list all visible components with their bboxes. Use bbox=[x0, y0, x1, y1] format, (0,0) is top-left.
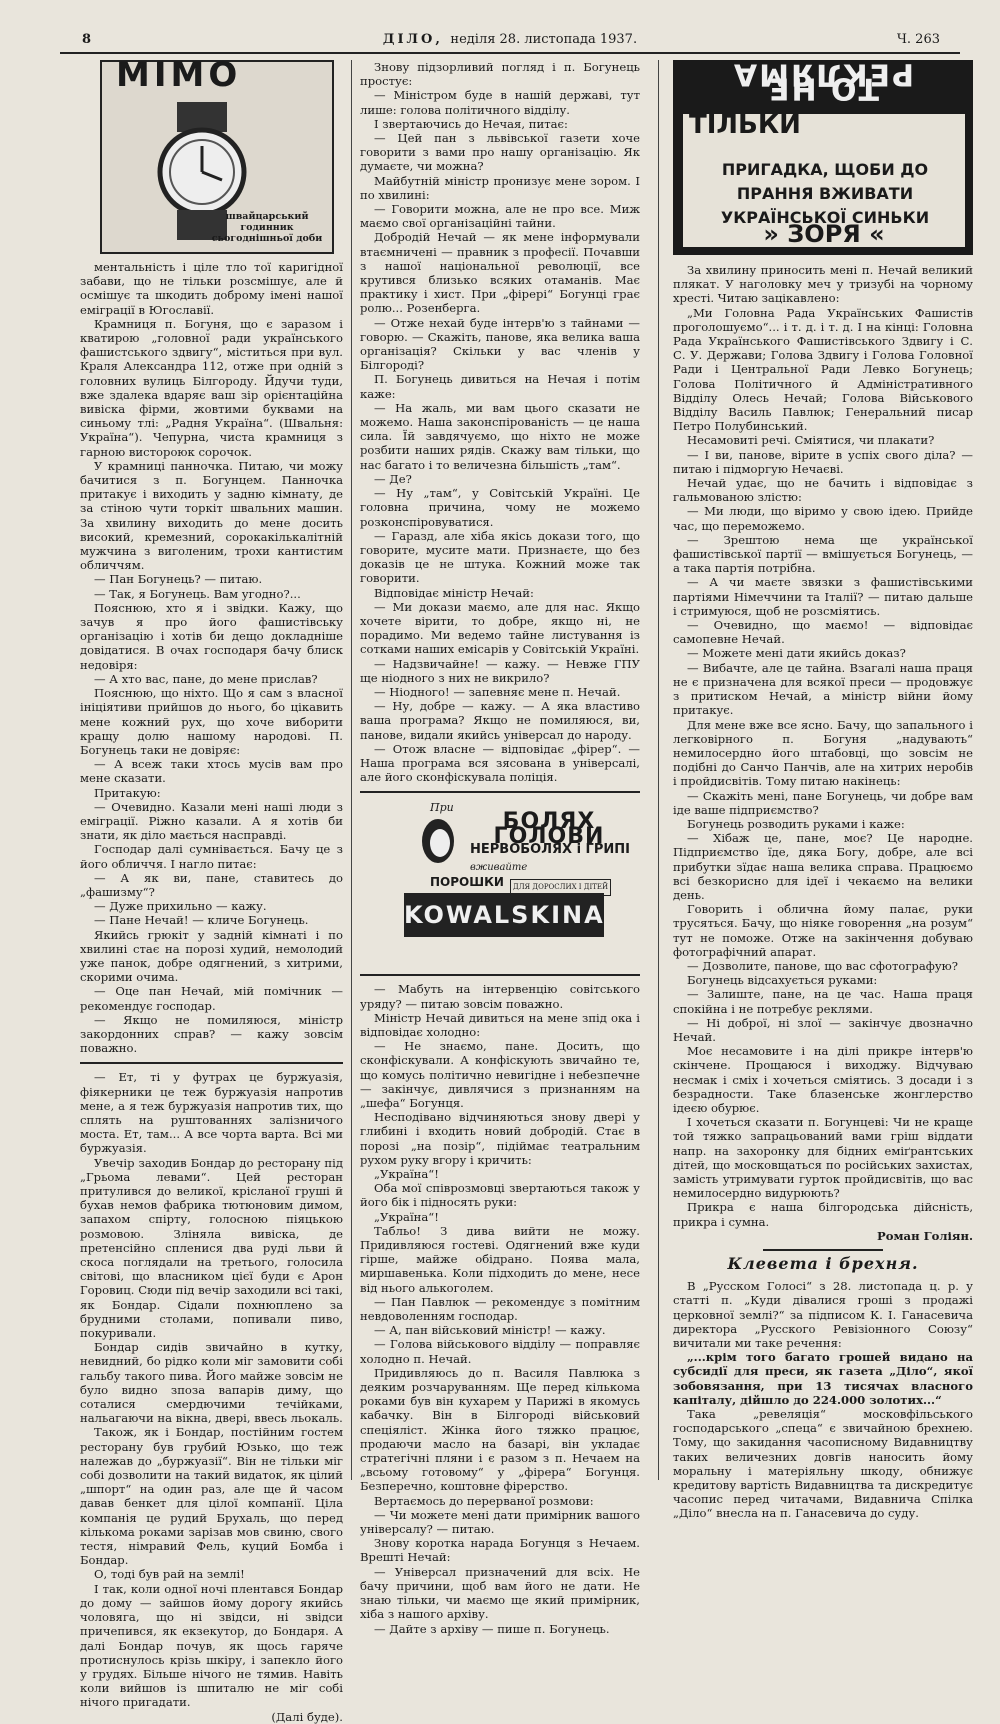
paragraph: — Так, я Богунець. Вам угодно?... bbox=[94, 586, 301, 601]
page-number: 8 bbox=[82, 32, 92, 47]
column-rule bbox=[658, 60, 659, 1480]
section-divider bbox=[80, 1062, 343, 1064]
paragraph: — Дуже прихильно — кажу. bbox=[94, 899, 267, 914]
paragraph: — Скажіть мені, пане Богунець, чи добре вам іде ваше підприємство? bbox=[673, 788, 973, 817]
paragraph: „Україна“! bbox=[374, 1209, 439, 1224]
paragraph: Оба мої співрозмовці звертаються також у його бік і підносять руки: bbox=[360, 1181, 640, 1210]
paragraph: Міністр Нечай дивиться на мене зпід ока і відповідає холодно: bbox=[360, 1010, 640, 1039]
paragraph: — Цей пан з львівської газети хоче говорити з вами про нашу організацію. Як думаєте, чи можна? bbox=[360, 131, 640, 174]
author-signature: Роман Голіян. bbox=[877, 1228, 973, 1243]
to-be-continued: (Далі буде). bbox=[271, 1709, 343, 1724]
paragraph: Придивляюсь до п. Василя Павлюка з деяким розчаруванням. Ще перед кількома роками був він кухарем у Парижі в якомусь кабачку. Він в Білгороді військовий спеціяліст. Жінка його тяжко працює, продаючи масло на базарі, він укладає стратегічні пляни і є разом з п. Нечаем на „всьому готовому“ у „фірера“ Богунця. Безперечно, коштовне фірерство. bbox=[360, 1365, 640, 1494]
face-illustration-icon bbox=[418, 811, 458, 881]
page-header bbox=[60, 30, 960, 54]
column-rule bbox=[351, 60, 352, 1480]
kow-line2: БОЛЯХ ГОЛОВИ bbox=[493, 809, 605, 849]
paragraph: За хвилину приносить мені п. Нечай великий плякат. У наголовку меч у тризубі на чорному хресті. Читаю зацікавлено: bbox=[673, 263, 973, 306]
paragraph: І хочеться сказати п. Богунцеві: Чи не краще той тяжко запрацьований вами гріш віддати напр. на захоронку для бідних еміґрантських дітей, що московщаться по російських захистах, замість утримувати гурток пройдисвітів, що вас немилосердно видурюють? bbox=[673, 1115, 973, 1201]
zorya-text: ПРИГАДКА, ЩОБИ ДО ПРАННЯ ВЖИВАТИ УКРАЇНСЬКОЇ СИНЬКИ bbox=[720, 160, 930, 227]
paragraph: Також, як і Бондар, постійним гостем ресторану був грубий Юзько, що теж належав до „буржуазії“. Він не тільки міг собі дозволити на такий видаток, як цілий „шпорт“ на один раз, але ще й часом давав бенкет для цілої компанії. Ціла компанія це рудий Брухаль, що перед кількома роками зарізав мов свиню, свого тестя, німравий Фель, куций Бомба і Бондар. bbox=[80, 1425, 343, 1568]
paragraph: — Ніодного! — запевняє мене п. Нечай. bbox=[374, 684, 621, 699]
paragraph: І так, коли одної ночі плентався Бондар до дому — зайшов йому дорогу якийсь чоловяга, що ні звідси, ні звідси причепився, як екзекутор, до Бондаря. А далі Бондар почув, як щось гаряче протиснулось крізь шкіру, і запекло його у грудях. Більше нічого не тямив. Навіть коли вийшов із шпиталю не міг собі нічого пригадати. bbox=[80, 1581, 343, 1710]
paragraph: Для мене вже все ясно. Бачу, що запального і легковірного п. Богуня „надувають“ немилосердно його штабовці, що зовсім не подібні до Санчо Панчів, але на хитрих неробів і пройдисвітів. Тому питаю накінець: bbox=[673, 717, 973, 789]
paragraph: Моє несамовите і на ділі прикре інтерв'ю скінчене. Прощаюся і виходжу. Відчуваю несмак і сміх і хочеться сміятись. З досади і з безрадности. Таке блазенське жонглерство ідеєю обурює. bbox=[673, 1044, 973, 1115]
paragraph: Добродій Нечай — як мене інформували втаємничені — правник з професії. Почавши з нашої національної революції, все крутився близько всяких отаманів. Має практику і хист. При „фірері“ Богунці грає ролю... Розенберга. bbox=[360, 230, 640, 316]
paragraph: Майбутній міністр пронизує мене зором. І по хвилині: bbox=[360, 173, 640, 202]
paragraph: — Оце пан Нечай, мій помічник — рекомендує господар. bbox=[80, 984, 343, 1013]
paragraph: — Ні доброї, ні злої — закінчує двозначно Нечай. bbox=[673, 1015, 973, 1044]
paragraph: — На жаль, ми вам цього сказати не можемо. Наша законспірованість — це наша сила. Їй завдячуємо, що ніхто не може розбити наших рядів. Скажу вам тільки, що нас багато і то величезна більшість „там“. bbox=[360, 400, 640, 472]
paragraph: — Залиште, пане, на це час. Наша праця спокійна і не потребує реклями. bbox=[673, 987, 973, 1016]
paragraph: — Пане Нечай! — кличе Богунець. bbox=[94, 913, 309, 928]
paragraph: — Пан Богунець? — питаю. bbox=[94, 572, 263, 587]
paragraph: Богунець розводить руками і каже: bbox=[687, 816, 905, 831]
paragraph: — Хібаж це, пане, моє? Це народне. Підприємство їде, дяка Богу, добре, але всі прибутки зїдає наша велика справа. Працюємо всі безкорисно для ідеї і чекаємо на велики день. bbox=[673, 831, 973, 902]
paragraph: ментальність і ціле тло тої каригідної забави, що не тільки розсмішує, але й осмішує та шкодить доброму імені нашої еміграції в Югославії. bbox=[80, 260, 343, 317]
paragraph: — Універсал призначений для всіх. Не бачу причини, щоб вам його не дати. Не знаю тільки, чи маємо ще який примірник, хіба з нашого архіву. bbox=[360, 1564, 640, 1622]
article-title: Клевета і брехня. bbox=[727, 1254, 919, 1274]
kow-line5: ПОРОШКИ bbox=[430, 875, 504, 890]
paragraph: Господар далі сумнівається. Бачу це з його обличчя. І нагло питає: bbox=[80, 842, 343, 871]
paragraph: Нечай удає, що не бачить і відповідає з гальмованою злістю: bbox=[673, 476, 973, 505]
paragraph: — Можете мені дати якийсь доказ? bbox=[687, 646, 906, 661]
zorya-ad bbox=[673, 56, 973, 255]
zorya-inverted-text: ТО НЕ РЕКЛЯМА bbox=[731, 56, 915, 106]
masthead bbox=[60, 32, 960, 47]
mimo-brand: MIMO bbox=[116, 55, 242, 95]
paragraph: — Ет, ті у футрах це буржуазія, фіякерники це теж буржуазія напротив мене, а я теж буржуазія напротив тих, що сплять на руштованнях залізничого моста. Ет, там... А все чорта варта. Всі ми буржуазія. bbox=[80, 1070, 343, 1156]
paragraph: — Очевидно, що маємо! — відповідає самопевне Нечай. bbox=[673, 618, 973, 647]
paragraph: — Міністром буде в нашій державі, тут лише: голова політичного відділу. bbox=[360, 88, 640, 117]
paragraph: — Голова військового відділу — поправляє холодно п. Нечай. bbox=[360, 1337, 640, 1366]
paragraph: Несподівано відчиняються знову двері у глибині і входить новий добродій. Стає в порозі „на позір“, підіймає театральним рухом руку вгору і кричить: bbox=[360, 1110, 640, 1167]
paragraph: — Зрештою нема ще української фашистівської партії — вмішується Богунець, — а така партія потрібна. bbox=[673, 532, 973, 576]
paragraph: — Дозволите, панове, що вас сфотографую? bbox=[687, 958, 958, 973]
paragraph: Знову коротка нарада Богунця з Нечаем. Врешті Нечай: bbox=[360, 1536, 640, 1565]
paragraph: — Надзвичайне! — кажу. — Невже ГПУ ще ніодного з них не викрило? bbox=[360, 656, 640, 685]
paragraph: Прикра є наша білгородська дійсність, прикра і сумна. bbox=[673, 1200, 973, 1229]
paragraph: Притакую: bbox=[94, 785, 161, 800]
paragraph: — Гаразд, але хіба якісь докази того, що говорите, мусите мати. Признаєте, що без доказів це не штука. Кожний може так говорити. bbox=[360, 528, 640, 586]
paragraph: — А як ви, пане, ставитесь до „фашизму“? bbox=[80, 870, 343, 899]
paragraph: — Ми люди, що віримо у свою ідею. Прийде час, що переможемо. bbox=[673, 504, 973, 533]
paragraph: — А хто вас, пане, до мене прислав? bbox=[94, 671, 318, 686]
paragraph: Така „ревеляція“ московфільського господарського „спеца“ є звичайною брехнею. Тому, що закидання часописному Видавництву таких величезних довгів наносить йому моральну і матеріяльну шкоду, обнижує кредитову вартість Видавництва та дискредитує часопис перед читачами, Видавнича Спілка „Діло“ внесла на п. Ганасевича до суду. bbox=[673, 1407, 973, 1521]
paragraph: — Отже нехай буде інтерв'ю з тайнами — говорю. — Скажіть, панове, яка велика ваша організація? Скільки у вас членів у Білгороді? bbox=[360, 315, 640, 373]
paragraph: — Ну „там“, у Совітській Україні. Це головна причина, чому не можемо розконспіровуватися. bbox=[360, 486, 640, 529]
section-divider bbox=[360, 974, 640, 976]
paragraph: — А чи маєте звязки з фашистівськими партіями Німеччини та Італії? — питаю дальше і стримуюся, щоб не розсміятись. bbox=[673, 575, 973, 618]
paragraph: Вертаємось до перерваної розмови: bbox=[374, 1493, 594, 1508]
section-divider bbox=[763, 1249, 883, 1251]
paragraph: — Де? bbox=[374, 471, 412, 486]
mimo-caption: швайцарський годинник сьогоднішньої доби bbox=[211, 211, 323, 244]
paragraph: Пояснюю, що ніхто. Що я сам з власної ініціятиви прийшов до нього, бо цікавить мене кожний рух, що хоче виборити кращу долю нашому народові. П. Богунець таки не довіряє: bbox=[80, 686, 343, 757]
paragraph: О, тоді був рай на землі! bbox=[94, 1567, 245, 1582]
paragraph: — А, пан військовий міністр! — кажу. bbox=[374, 1323, 606, 1338]
issue-date: неділя 28. листопада 1937. bbox=[450, 32, 638, 47]
paragraph: Знову підзорливий погляд і п. Богунець простує: bbox=[360, 60, 640, 89]
kowalskina-ad bbox=[360, 801, 640, 966]
paragraph: Говорить і облична йому палає, руки трусяться. Бачу, що ніяке говорення „на розум“ тут не поможе. Отже на закінчення добуваю фотографічний апарат. bbox=[673, 902, 973, 959]
paragraph: — Не знаємо, пане. Досить, що сконфіскували. А конфіскують звичайно те, що комусь політично невигідне і небезпечне — закінчує, дивлячися з признанням на „шефа“ Богунця. bbox=[360, 1039, 640, 1110]
paragraph: Табльо! З дива вийти не можу. Придивляюся гостеві. Одягнений вже куди гірше, майже обідрано. Поява мала, миршавенька. Коли підходить до мене, несе від нього алькоголем. bbox=[360, 1223, 640, 1295]
paragraph: Крамниця п. Богуня, що є заразом і кватирою „головної ради українського фашистського здвигу“, міститься при вул. Краля Александра 112, отже при одній з головних вулиць Білгороду. Йдучи туди, вже здалека вдаряє ваш зір орієнтаційна вивіска фірми, жовтими буквами на синьому тлі: „Радня Україна“. (Швальня: Україна“). Чепурна, чиста крамниця з гарною вистороюк сорочок. bbox=[80, 316, 343, 459]
paragraph: — Вибачте, але це тайна. Взагалі наша праця не є призначена для всякої преси — продовжує з притиском Нечай, а міністр війни йому притакує. bbox=[673, 660, 973, 718]
section-divider bbox=[360, 791, 640, 793]
paragraph: — Говорити можна, але не про все. Миж маємо свої організаційні тайни. bbox=[360, 202, 640, 231]
paragraph: — А всеж таки хтось мусів вам про мене сказати. bbox=[80, 757, 343, 786]
paragraph: — Пан Павлюк — рекомендує з помітним невдоволенням господар. bbox=[360, 1294, 640, 1324]
kow-line4: вживайте bbox=[470, 862, 528, 874]
paragraph: — Дайте з архіву — пише п. Богунець. bbox=[374, 1621, 610, 1636]
paragraph: Бондар сидів звичайно в кутку, невидний, бо рідко коли міг замовити собі гальбу такого пива. Його майже зовсім не було видно зпоза вапарів диму, що соталися смердючими течійками, нальагаючи на вікна, двері, ввесь льокаль. bbox=[80, 1340, 343, 1426]
paragraph: В „Русском Голосі“ з 28. листопада ц. р. у статті п. „Куди дівалися гроші з продажі церковної землі?“ за підписом К. І. Ганасевича директора „Русского Ревізіонного Союзу“ вичитали ми таке речення: bbox=[673, 1279, 973, 1351]
paragraph: Увечір заходив Бондар до ресторану під „Грьома левами“. Цей ресторан притулився до великої, крісланої груші й бухав немов фабрика тютюновим димом, запахом спірту, голосною піяцькою розмовою. Зліняла вивіска, де претенсійно спленися два руді льви й скоса поглядали на третього, голосила світові, що власником цієї буди є Арон Горовиц. Сюди під вечір заходили всі такі, як Бондар. Сідали похнюплено за брудними столами, попивали пиво, покуривали. bbox=[80, 1155, 343, 1341]
paragraph: Богунець відсахується руками: bbox=[687, 973, 878, 988]
column-1 bbox=[80, 55, 343, 1724]
kow-line3: НЕРВОБОЛЯХ і ГРИПІ bbox=[470, 842, 630, 858]
paragraph: Несамовиті речі. Сміятися, чи плакати? bbox=[687, 433, 935, 448]
paragraph: — Ну, добре — кажу. — А яка властиво ваша програма? Якщо не помиляюся, ви, панове, видали якийсь універсал до народу. bbox=[360, 699, 640, 742]
paragraph: „Ми Головна Рада Українських Фашистів проголошуємо“... і т. д. і т. д. І на кінці: Головна Рада Українського Фашистівського Здвигу і С. С. У. Держави; Голова Здвигу і Голова Головної Ради і Центральної Ради Левко Богунець; Голова Політичного й Адміністративного Відділу Олесь Нечай; Голова Військового Відділу Василь Павлюк; Генеральний писар Петро Полубинський. bbox=[673, 305, 973, 434]
paragraph: І звертаючись до Нечая, питає: bbox=[374, 116, 568, 131]
paragraph: П. Богунець дивиться на Нечая і потім каже: bbox=[360, 372, 640, 401]
paragraph: — І ви, панове, вірите в успіх свого діла? — питаю і підморгую Нечаєві. bbox=[673, 447, 973, 476]
paragraph: Якийсь грюкіт у задній кімнаті і по хвилині стає на порозі худий, немолодий уже панок, добре одягнений, з хитрими, скорими очима. bbox=[80, 927, 343, 985]
mimo-watch-ad bbox=[100, 55, 334, 254]
paragraph: Відповідає міністр Нечай: bbox=[374, 585, 534, 600]
paragraph: — Очевидно. Казали мені наші люди з еміграції. Ріжно казали. А я хотів би знати, як діло мається насправді. bbox=[80, 799, 343, 843]
paragraph: — Чи можете мені дати примірник вашого універсалу? — питаю. bbox=[360, 1507, 640, 1537]
column-3 bbox=[673, 56, 973, 1521]
zorya-only: ТІЛЬКИ bbox=[689, 110, 801, 140]
paragraph: „...крім того багато грошей видано на субсидії для преси, як газета „Діло“, якої зобовязання, при 13 тисячах власного капіталу, дійшло до 224.000 золотих...“ bbox=[673, 1350, 973, 1407]
paragraph: — Якщо не помиляюся, міністр закордонних справ? — кажу зовсім поважно. bbox=[80, 1012, 343, 1056]
issue-number: Ч. 263 bbox=[896, 32, 940, 47]
paragraph: — Отож власне — відповідає „фірер“. — Наша програма вся зясована в універсалі, але його сконфіскувала поліція. bbox=[360, 741, 640, 785]
kowalskina-brand: KOWALSKINA bbox=[404, 893, 604, 937]
paragraph: — Мабуть на інтервенцію совітського уряду? — питаю зовсім поважно. bbox=[360, 982, 640, 1011]
zorya-panel bbox=[683, 110, 965, 248]
zorya-brand: » ЗОРЯ « bbox=[763, 219, 885, 248]
kow-line1: При bbox=[430, 801, 454, 815]
paragraph: Пояснюю, хто я і звідки. Кажу, що зачув я про його фашистівську організацію і хотів би дещо докладніше довідатися. В очах господаря бачу блиск недовіря: bbox=[80, 600, 343, 672]
paragraph: „Україна“! bbox=[374, 1167, 439, 1181]
kow-line5b: ДЛЯ ДОРОСЛИХ І ДІТЕЙ bbox=[510, 879, 611, 895]
column-2 bbox=[360, 60, 640, 1636]
newspaper-name: ДІЛО, bbox=[382, 32, 443, 47]
paragraph: У крамниці панночка. Питаю, чи можу бачитися з п. Богунцем. Панночка притакує і виходить у задню кімнату, де за стіною чути торкіт швальних машин. За хвилину виходить до мене досить високий, кремезний, сорокакількалітній мужчина з виголеним, трохи кантистим обличчям. bbox=[80, 458, 343, 573]
paragraph: — Ми докази маємо, але для нас. Якщо хочете вірити, то добре, якщо ні, не порадимо. Ми ведемо тайне листування із сотками наших емісарів у Совітській Україні. bbox=[360, 599, 640, 657]
